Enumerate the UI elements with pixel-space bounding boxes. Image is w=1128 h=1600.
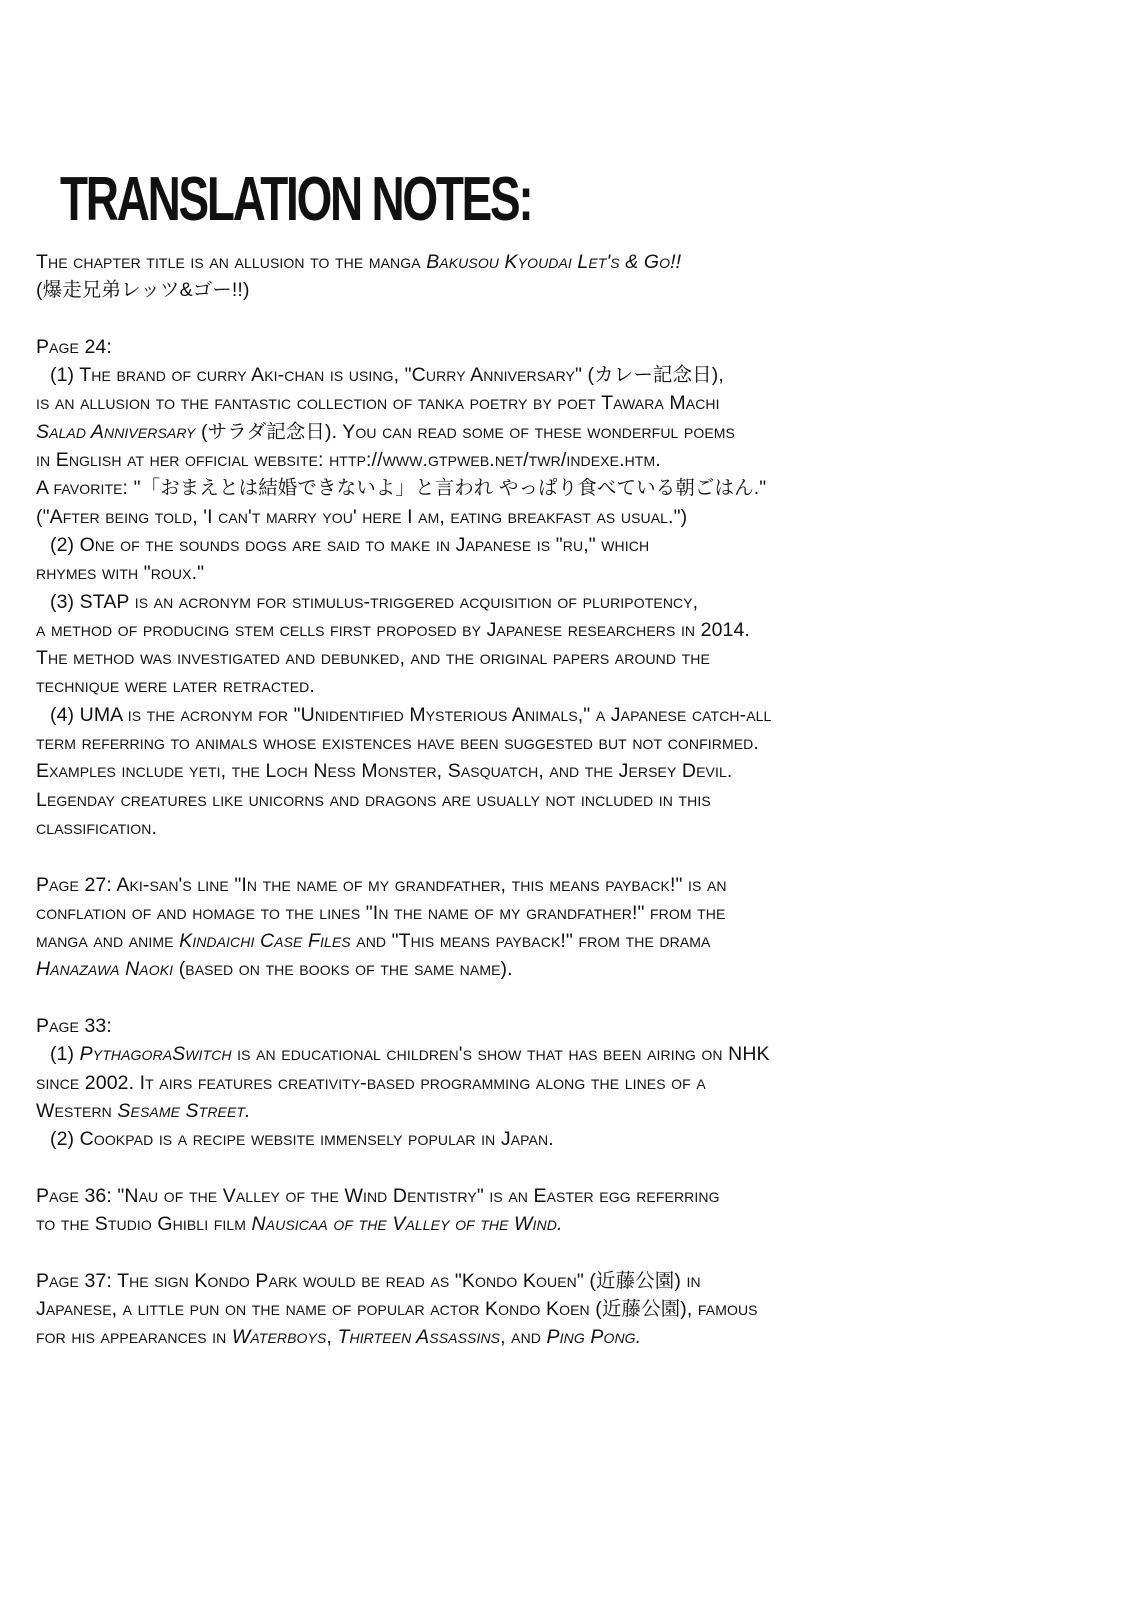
film-title: Thirteen Assassins: [337, 1326, 501, 1349]
note-line: to the Studio Ghibli film Nausicaa of the Valley of the Wind.: [36, 1213, 563, 1236]
note-line: The method was investigated and debunked, and the original papers around the: [36, 647, 710, 670]
note-line: (3) STAP is an acronym for stimulus-triggered acquisition of pluripotency,: [50, 590, 699, 613]
note-line: Examples include yeti, the Loch Ness Monster, Sasquatch, and the Jersey Devil.: [36, 760, 733, 783]
show-title: PythagoraSwitch: [79, 1043, 232, 1066]
section-page-27: Page 27: Aki-san's line "In the name of my grandfather, this means payback!" is an: [36, 873, 727, 896]
notes-body: [36, 248, 1036, 1352]
note-line: since 2002. It airs features creativity-based programming along the lines of a: [36, 1071, 706, 1094]
note-line: term referring to animals whose existences have been suggested but not confirmed.: [36, 732, 759, 755]
note-line: conflation of and homage to the lines "In the name of my grandfather!" from the: [36, 901, 726, 924]
film-title: Waterboys: [231, 1326, 327, 1349]
note-line: (1) PythagoraSwitch is an educational children's show that has been airing on NHK: [50, 1043, 770, 1066]
note-line: rhymes with "roux.": [36, 562, 205, 585]
note-line: Salad Anniversary (サラダ記念日). You can read some of these wonderful poems: [36, 420, 735, 443]
show-title: Sesame Street.: [117, 1099, 251, 1122]
note-line: A favorite: "「おまえとは結婚できないよ」と言われ やっぱり食べている朝ごはん.": [36, 477, 767, 500]
work-title: Kindaichi Case Files: [179, 930, 351, 953]
section-page-36: Page 36: "Nau of the Valley of the Wind Dentistry" is an Easter egg referring: [36, 1184, 720, 1207]
note-line: (4) UMA is the acronym for "Unidentified Mysterious Animals," a Japanese catch-all: [50, 703, 772, 726]
intro-line: (爆走兄弟レッツ&ゴー!!): [36, 279, 250, 302]
note-line: Hanazawa Naoki (based on the books of the same name).: [36, 958, 513, 981]
book-title: Salad Anniversary: [36, 420, 196, 443]
note-line: manga and anime Kindaichi Case Files and "This means payback!" from the drama: [36, 930, 711, 953]
film-title: Nausicaa of the Valley of the Wind.: [251, 1213, 563, 1236]
manga-title: Bakusou Kyoudai Let's & Go!!: [426, 251, 682, 273]
note-line: for his appearances in Waterboys, Thirteen Assassins, and Ping Pong.: [36, 1326, 642, 1349]
work-title: Hanazawa Naoki: [36, 958, 174, 981]
section-page-37: Page 37: The sign Kondo Park would be read as "Kondo Kouen" (近藤公園) in: [36, 1269, 701, 1292]
note-line: ("After being told, 'I can't marry you' here I am, eating breakfast as usual."): [36, 505, 688, 528]
note-line: in English at her official website: http://www.gtpweb.net/twr/indexe.htm.: [36, 449, 661, 472]
note-line: (2) One of the sounds dogs are said to make in Japanese is "ru," which: [50, 533, 650, 556]
section-heading-page-24: Page 24:: [36, 335, 112, 358]
note-line: Japanese, a little pun on the name of popular actor Kondo Koen (近藤公園), famous: [36, 1297, 758, 1320]
film-title: Ping Pong.: [546, 1326, 642, 1349]
note-line: a method of producing stem cells first proposed by Japanese researchers in 2014.: [36, 618, 750, 641]
note-line: is an allusion to the fantastic collection of tanka poetry by poet Tawara Machi: [36, 392, 720, 415]
section-heading-page-33: Page 33:: [36, 1015, 112, 1038]
note-line: classification.: [36, 816, 158, 839]
page-title: TRANSLATION NOTES:: [60, 165, 532, 234]
note-line: (2) Cookpad is a recipe website immensely popular in Japan.: [50, 1128, 554, 1151]
note-line: Legenday creatures like unicorns and dragons are usually not included in this: [36, 788, 711, 811]
note-line: (1) The brand of curry Aki-chan is using, "Curry Anniversary" (カレー記念日),: [50, 364, 724, 387]
intro-line: The chapter title is an allusion to the manga Bakusou Kyoudai Let's & Go!!: [36, 251, 682, 273]
note-line: Western Sesame Street.: [36, 1099, 251, 1122]
note-line: technique were later retracted.: [36, 675, 315, 698]
